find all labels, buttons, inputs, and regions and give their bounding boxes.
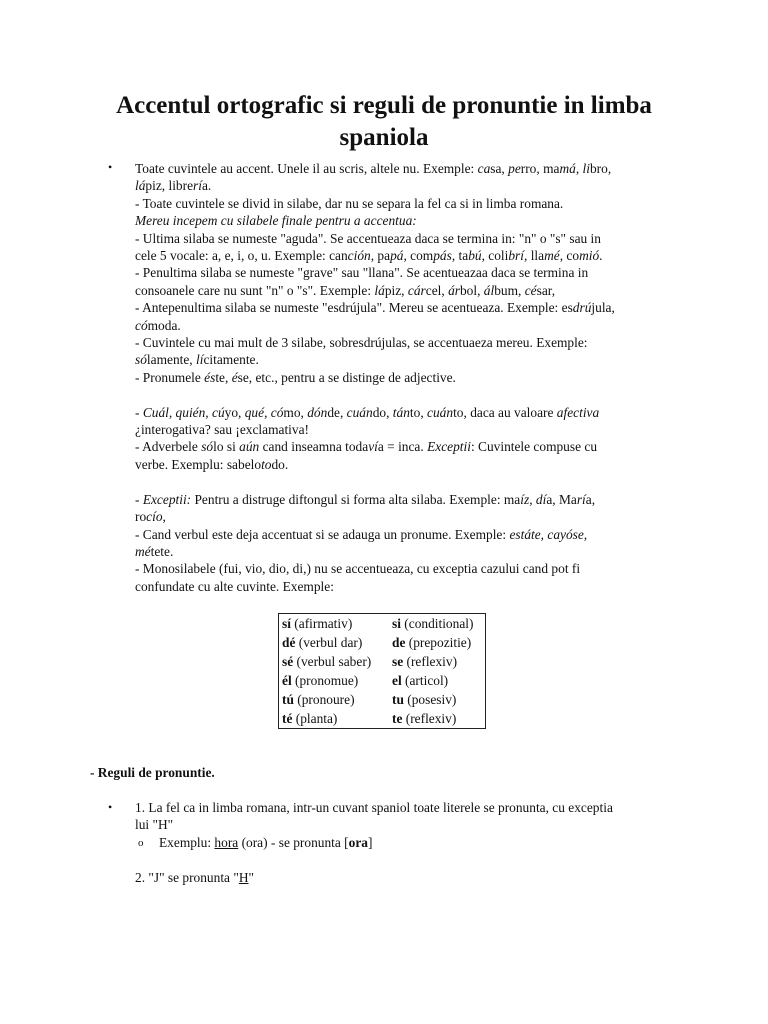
text-line: rocío,	[135, 509, 166, 525]
pronunciation-item-2: 2. "J" se pronunta "H"	[135, 870, 254, 885]
table-row	[279, 709, 486, 729]
table-cell: si (conditional)	[392, 616, 474, 631]
table-row	[279, 633, 486, 652]
table-cell: tú (pronoure)	[282, 692, 355, 707]
text-line: Toate cuvintele au accent. Unele il au scris, altele nu. Exemple: casa, perro, mamá, libro,	[135, 161, 612, 176]
accent-rules-text	[135, 160, 683, 595]
table-cell: té (planta)	[282, 711, 338, 726]
text-line: lui "H"	[135, 817, 174, 833]
text-line: - Toate cuvintele se divid in silabe, dar nu se separa la fel ca si in limba romana.	[135, 195, 564, 211]
table-cell: sí (afirmativ)	[282, 616, 353, 631]
table-cell: el (articol)	[392, 673, 449, 688]
text-line: - Adverbele sólo si aún cand inseamna todavía = inca. Exceptii: Cuvintele compuse cu	[135, 439, 598, 455]
text-line: consoanele care nu sunt "n" o "s". Exemple: lápiz, cárcel, árbol, álbum, césar,	[135, 282, 556, 298]
text-line: lápiz, librería.	[135, 178, 212, 194]
text-line: métete.	[135, 543, 174, 559]
pronunciation-heading: - Reguli de pronuntie.	[90, 765, 215, 780]
text-line: sólamente, lícitamente.	[135, 352, 259, 368]
table-cell: sé (verbul saber)	[282, 654, 372, 669]
monosyllable-table	[278, 613, 486, 729]
bullet-marker: •	[108, 800, 113, 814]
spacer	[135, 473, 683, 490]
table-row	[279, 690, 486, 709]
text-line: - Antepenultima silaba se numeste "esdrújula". Mereu se acentueaza. Exemple: esdrújula,	[135, 300, 615, 316]
text-line: - Pronumele éste, ése, etc., pentru a se distinge de adjective.	[135, 369, 456, 385]
title-line-2: spaniola	[339, 124, 429, 151]
text-line: Mereu incepem cu silabele finale pentru a accentua:	[135, 213, 417, 229]
example-word: hora	[214, 835, 239, 850]
title-line-1: Accentul ortografic si reguli de pronuntie in limba	[116, 92, 652, 119]
underlined-letter: H	[238, 870, 249, 885]
text-line: ¿interogativa? sau ¡exclamativa!	[135, 422, 309, 438]
text-line: - Ultima silaba se numeste "aguda". Se accentueaza daca se termina in: "n" o "s" sau in	[135, 230, 601, 246]
table-cell: de (prepozitie)	[392, 635, 472, 650]
text-line: confundate cu alte cuvinte. Exemple:	[135, 578, 334, 594]
table-cell: él (pronomue)	[282, 673, 359, 688]
table-cell: dé (verbul dar)	[282, 635, 363, 650]
table-cell: tu (posesiv)	[392, 692, 457, 707]
table-cell: te (reflexiv)	[392, 711, 457, 726]
text-line: - Cand verbul este deja accentuat si se adauga un pronume. Exemple: estáte, cayóse,	[135, 526, 588, 542]
text-line: verbe. Exemplu: sabelotodo.	[135, 456, 289, 472]
sub-bullet-marker: o	[138, 837, 144, 849]
table-row	[279, 671, 486, 690]
text-line: cómoda.	[135, 317, 181, 333]
text-line: cele 5 vocale: a, e, i, o, u. Exemple: canción, papá, compás, tabú, colibrí, llamé, comió.	[135, 248, 603, 264]
text-line: - Penultima silaba se numeste "grave" sau "llana". Se acentueazaa daca se termina in	[135, 265, 589, 281]
text-line: - Cuvintele cu mai mult de 3 silabe, sobresdrújulas, se accentuaeza mereu. Exemple:	[135, 335, 588, 351]
text-line: 1. La fel ca in limba romana, intr-un cuvant spaniol toate literele se pronunta, cu exceptia	[135, 800, 613, 815]
spacer	[135, 386, 683, 403]
text-line: - Monosilabele (fui, vio, dio, di,) nu se accentueaza, cu exceptia cazului cand pot fi	[135, 561, 581, 577]
document-title	[90, 90, 678, 154]
text-line: - Cuál, quién, cúyo, qué, cómo, dónde, cuándo, tánto, cuánto, daca au valoare afectiva	[135, 404, 600, 420]
text-line: - Exceptii: Pentru a distruge diftongul si forma alta silaba. Exemple: maíz, día, María,	[135, 491, 596, 507]
example-subitem: o Exemplu: hora (ora) - se pronunta [ora]	[138, 835, 373, 850]
bullet-marker: •	[108, 160, 113, 174]
pronunciation-item-1	[135, 799, 683, 834]
table-cell: se (reflexiv)	[392, 654, 458, 669]
table-row	[279, 652, 486, 671]
table-row	[279, 614, 486, 634]
